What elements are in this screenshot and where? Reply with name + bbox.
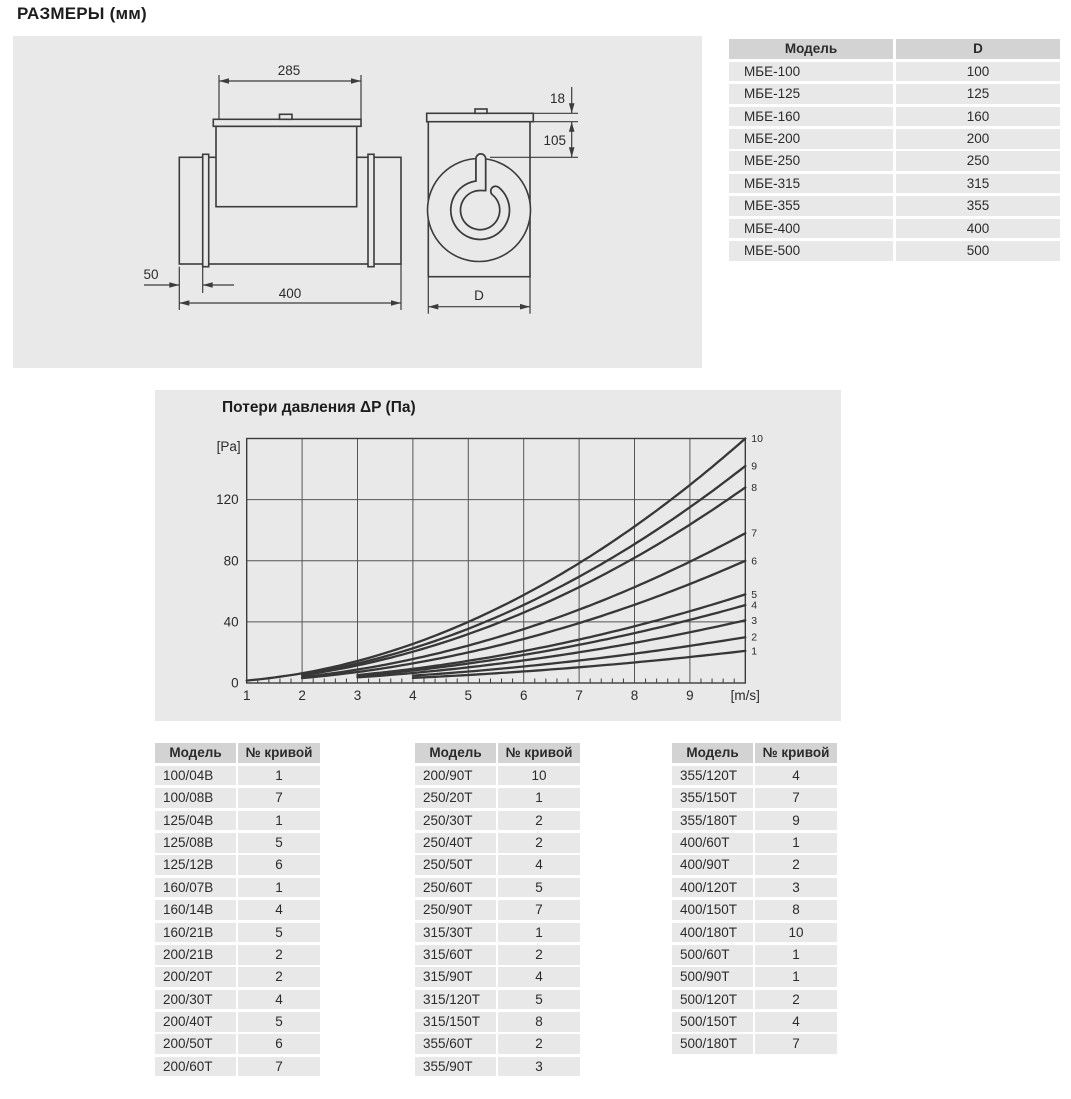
model-cell: 125/04В: [155, 811, 236, 831]
model-cell: 250/20Т: [415, 788, 496, 808]
model-cell: 355/180Т: [672, 811, 753, 831]
model-cell: 200/40Т: [155, 1012, 236, 1032]
model-cell: 250/30Т: [415, 811, 496, 831]
chart-title: Потери давления ΔP (Па): [222, 399, 416, 416]
lid-handle: [280, 114, 293, 119]
value-cell: 7: [498, 900, 580, 920]
dimensions-drawing: [13, 36, 702, 368]
dim-50: [143, 267, 234, 293]
dimensions-panel: [13, 36, 702, 368]
model-cell: 100/08В: [155, 788, 236, 808]
y-tick-label: 120: [216, 492, 239, 508]
model-cell: 200/60Т: [155, 1057, 236, 1077]
value-cell: 1: [755, 967, 837, 987]
model-cell: 500/120Т: [672, 990, 753, 1010]
x-tick-label: 3: [353, 688, 362, 703]
value-cell: 5: [238, 1012, 320, 1032]
model-cell: 160/07В: [155, 878, 236, 898]
dim-d-label: D: [474, 288, 484, 303]
value-cell: 10: [498, 766, 580, 786]
value-cell: 6: [238, 1034, 320, 1054]
curve-number-label: 7: [751, 527, 758, 540]
value-cell: 4: [755, 1012, 837, 1032]
model-cell: 200/20Т: [155, 967, 236, 987]
value-cell: 250: [896, 151, 1060, 171]
x-tick-label: 6: [519, 688, 528, 703]
value-cell: 160: [896, 107, 1060, 127]
value-cell: 7: [238, 788, 320, 808]
model-cell: 315/90Т: [415, 967, 496, 987]
model-cell: МБЕ-315: [729, 174, 893, 194]
y-tick-label: 80: [223, 553, 239, 569]
x-tick-label: 1: [242, 688, 251, 703]
model-cell: 355/60Т: [415, 1034, 496, 1054]
y-tick-label: 40: [223, 614, 239, 630]
value-cell: 2: [498, 1034, 580, 1054]
value-cell: 5: [238, 833, 320, 853]
value-cell: 4: [498, 855, 580, 875]
value-cell: 2: [498, 945, 580, 965]
model-cell: 200/30Т: [155, 990, 236, 1010]
value-cell: 2: [755, 855, 837, 875]
curve-number-label: 10: [751, 433, 763, 445]
y-tick-label: 0: [231, 675, 239, 691]
model-cell: МБЕ-400: [729, 219, 893, 239]
model-cell: 400/120Т: [672, 878, 753, 898]
page-title: РАЗМЕРЫ (мм): [17, 4, 147, 23]
column-header: Модель: [672, 743, 753, 763]
model-diameter-table: [729, 39, 1060, 261]
x-tick-label: 2: [298, 688, 306, 703]
value-cell: 7: [755, 1034, 837, 1054]
value-cell: 3: [755, 878, 837, 898]
dim-18-label: 18: [549, 91, 565, 106]
value-cell: 1: [498, 923, 580, 943]
model-cell: МБЕ-250: [729, 151, 893, 171]
model-cell: 500/90Т: [672, 967, 753, 987]
column-header: № кривой: [755, 743, 837, 763]
value-cell: 8: [755, 900, 837, 920]
model-cell: МБЕ-100: [729, 62, 893, 82]
dim-400-label: 400: [278, 286, 302, 301]
column-header: Модель: [155, 743, 236, 763]
model-cell: 355/90Т: [415, 1057, 496, 1077]
curve-number-label: 9: [751, 460, 758, 473]
curve-number-label: 6: [751, 555, 758, 568]
model-cell: 200/50Т: [155, 1034, 236, 1054]
dim-18: [533, 87, 578, 122]
value-cell: 2: [498, 833, 580, 853]
model-cell: 160/14В: [155, 900, 236, 920]
model-cell: МБЕ-355: [729, 196, 893, 216]
dim-285-label: 285: [277, 63, 301, 78]
model-cell: 100/04В: [155, 766, 236, 786]
front-view: [427, 87, 578, 314]
value-cell: 3: [498, 1057, 580, 1077]
value-cell: 125: [896, 84, 1060, 104]
value-cell: 4: [755, 766, 837, 786]
value-cell: 100: [896, 62, 1060, 82]
column-header: № кривой: [498, 743, 580, 763]
curve-number-label: 1: [751, 645, 758, 658]
front-lid: [427, 113, 534, 121]
value-cell: 5: [498, 990, 580, 1010]
x-axis-unit: [m/s]: [730, 688, 760, 703]
curve-table-1: [155, 743, 320, 1076]
model-cell: 125/12В: [155, 855, 236, 875]
curve-number-label: 8: [751, 481, 758, 494]
value-cell: 5: [238, 923, 320, 943]
curve-4: [358, 605, 746, 676]
side-view: [143, 63, 401, 310]
model-cell: 125/08В: [155, 833, 236, 853]
value-cell: 1: [238, 811, 320, 831]
model-cell: МБЕ-200: [729, 129, 893, 149]
model-cell: 250/40Т: [415, 833, 496, 853]
value-cell: 10: [755, 923, 837, 943]
value-cell: 7: [238, 1057, 320, 1077]
x-tick-label: 8: [630, 688, 639, 703]
model-cell: 160/21В: [155, 923, 236, 943]
curve-number-label: 5: [751, 588, 758, 601]
value-cell: 5: [498, 878, 580, 898]
right-flange-ring: [368, 154, 374, 266]
dim-285: [219, 63, 361, 119]
pressure-chart-panel: [155, 390, 841, 721]
value-cell: 2: [498, 811, 580, 831]
curve-table-2: [415, 743, 580, 1076]
value-cell: 2: [755, 990, 837, 1010]
x-tick-label: 7: [575, 688, 583, 703]
value-cell: 7: [755, 788, 837, 808]
model-cell: 500/180Т: [672, 1034, 753, 1054]
value-cell: 1: [755, 945, 837, 965]
model-cell: 200/90Т: [415, 766, 496, 786]
model-cell: МБЕ-125: [729, 84, 893, 104]
value-cell: 355: [896, 196, 1060, 216]
value-cell: 1: [755, 833, 837, 853]
value-cell: 9: [755, 811, 837, 831]
terminal-box-lid: [213, 119, 361, 126]
model-cell: 250/90Т: [415, 900, 496, 920]
pressure-loss-chart: [155, 390, 841, 721]
curve-10: [247, 439, 746, 681]
model-cell: 315/60Т: [415, 945, 496, 965]
model-cell: 250/60Т: [415, 878, 496, 898]
value-cell: 2: [238, 967, 320, 987]
left-flange-ring: [203, 154, 209, 266]
curve-number-label: 4: [751, 599, 758, 612]
x-tick-label: 9: [686, 688, 694, 703]
model-cell: 315/150Т: [415, 1012, 496, 1032]
x-tick-label: 4: [409, 688, 417, 703]
curve-number-label: 2: [751, 631, 758, 644]
model-cell: 400/90Т: [672, 855, 753, 875]
value-cell: 200: [896, 129, 1060, 149]
model-cell: 400/150Т: [672, 900, 753, 920]
model-cell: 315/30Т: [415, 923, 496, 943]
value-cell: 8: [498, 1012, 580, 1032]
model-cell: 400/60Т: [672, 833, 753, 853]
dim-d: [428, 277, 530, 314]
model-cell: МБЕ-160: [729, 107, 893, 127]
model-cell: 315/120Т: [415, 990, 496, 1010]
value-cell: 4: [238, 900, 320, 920]
value-cell: 315: [896, 174, 1060, 194]
front-lid-handle: [475, 109, 487, 113]
value-cell: 4: [238, 990, 320, 1010]
model-cell: 500/150Т: [672, 1012, 753, 1032]
model-cell: 355/150Т: [672, 788, 753, 808]
column-header: Модель: [415, 743, 496, 763]
curve-table-3: [672, 743, 837, 1054]
model-cell: 200/21В: [155, 945, 236, 965]
value-cell: 6: [238, 855, 320, 875]
value-cell: 400: [896, 219, 1060, 239]
terminal-box: [216, 126, 357, 206]
x-tick-label: 5: [464, 688, 473, 703]
curve-number-label: 3: [751, 614, 758, 627]
value-cell: 4: [498, 967, 580, 987]
column-header: № кривой: [238, 743, 320, 763]
value-cell: 1: [498, 788, 580, 808]
y-axis-unit: [Pa]: [216, 439, 241, 454]
column-header: D: [896, 39, 1060, 59]
dim-105-label: 105: [543, 133, 566, 148]
model-cell: 400/180Т: [672, 923, 753, 943]
model-cell: 355/120Т: [672, 766, 753, 786]
model-cell: МБЕ-500: [729, 241, 893, 261]
value-cell: 2: [238, 945, 320, 965]
value-cell: 500: [896, 241, 1060, 261]
model-cell: 500/60Т: [672, 945, 753, 965]
value-cell: 1: [238, 766, 320, 786]
value-cell: 1: [238, 878, 320, 898]
model-cell: 250/50Т: [415, 855, 496, 875]
column-header: Модель: [729, 39, 893, 59]
dim-50-label: 50: [143, 267, 159, 282]
